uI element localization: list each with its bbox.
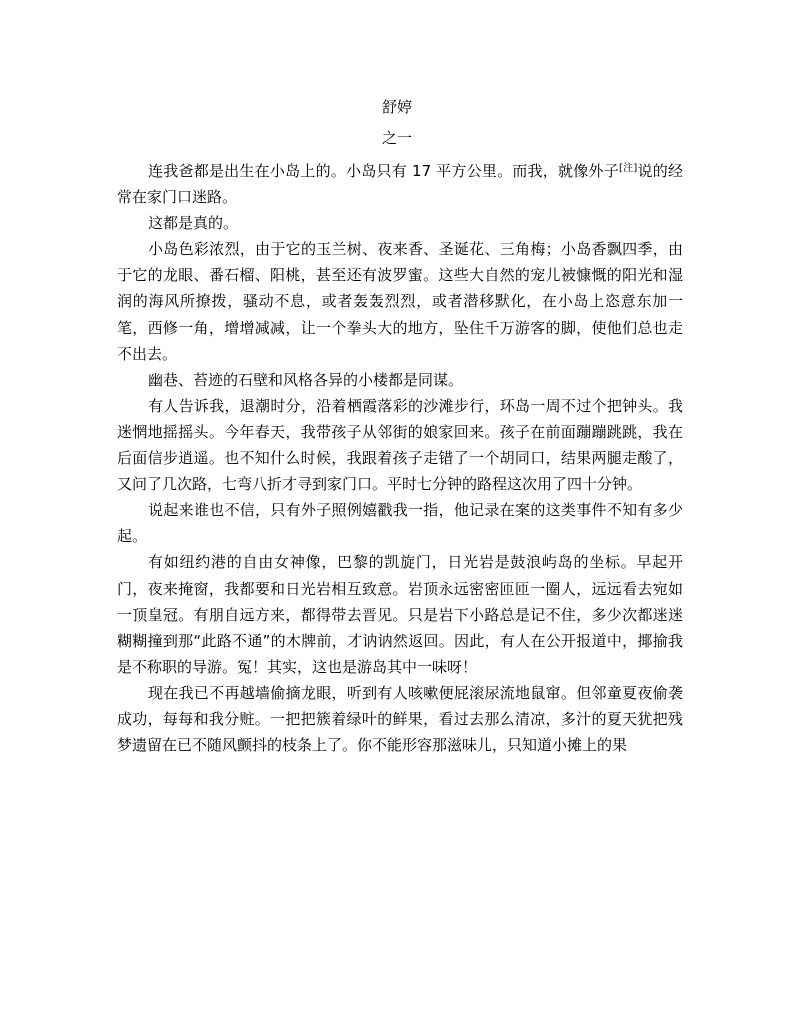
paragraph-text: 说的经常在家门口迷路。: [117, 162, 683, 207]
paragraph-6: 说起来谁也不信，只有外子照例嬉戳我一指，他记录在案的这类事件不知有多少起。: [117, 501, 683, 546]
paragraph-text: 连我爸都是出生在小岛上的。小岛只有 17 平方公里。而我，就像外子: [148, 162, 619, 180]
paragraph-7: 有如纽约港的自由女神像，巴黎的凯旋门，日光岩是鼓浪屿岛的坐标。早起开门，夜来掩窗，我都要和日光岩相互致意。岩顶永远密密匝匝一圈人，远远看去宛如一顶皇冠。有朋自远方来，都得带去晋见。只是岩下小路总是记不住，多少次都迷迷糊糊撞到那“此路不通”的木牌前，才讷讷然返回。因此，有人在公开报道中，揶揄我是不称职的导游。冤！其实，这也是游岛其中一味呀！: [117, 553, 683, 676]
paragraph-4: 幽巷、苔迹的石壁和风格各异的小楼都是同谋。: [148, 370, 464, 389]
paragraph-5: 有人告诉我，退潮时分，沿着栖霞落彩的沙滩步行，环岛一周不过个把钟头。我迷惘地摇摇头。今年春天，我带孩子从邻街的娘家回来。孩子在前面蹦蹦跳跳，我在后面信步逍遥。也不知什么时候，我跟着孩子走错了一个胡同口，结果两腿走酸了，又问了几次路，七弯八折才寻到家门口。平时七分钟的路程这次用了四十分钟。: [117, 396, 683, 494]
section-heading: 之一: [381, 129, 412, 147]
footnote-marker: [注]: [618, 163, 638, 174]
paragraph-1: [117, 158, 683, 210]
paragraph-3: 小岛色彩浓烈，由于它的玉兰树、夜来香、圣诞花、三角梅；小岛香飘四季，由于它的龙眼、番石榴、阳桃，甚至还有波罗蜜。这些大自然的宠儿被慷慨的阳光和湿润的海风所撩拨，骚动不息，或者轰轰烈烈，或者潜移默化，在小岛上恣意东加一笔，西修一角，增增减减，让一个拳头大的地方，坠住千万游客的脚，使他们总也走不出去。: [117, 240, 683, 363]
article-body: [117, 158, 683, 758]
article-title: 舒婷: [381, 98, 412, 116]
paragraph-8: 现在我已不再越墙偷摘龙眼，听到有人咳嗽便屁滚尿流地鼠窜。但邻童夏夜偷袭成功，每每和我分赃。一把把簇着绿叶的鲜果，看过去那么清凉，多汁的夏天犹把残梦遗留在已不随风颤抖的枝条上了。你不能形容那滋味儿，只知道小摊上的果: [117, 683, 683, 755]
paragraph-2: 这都是真的。: [148, 214, 239, 233]
